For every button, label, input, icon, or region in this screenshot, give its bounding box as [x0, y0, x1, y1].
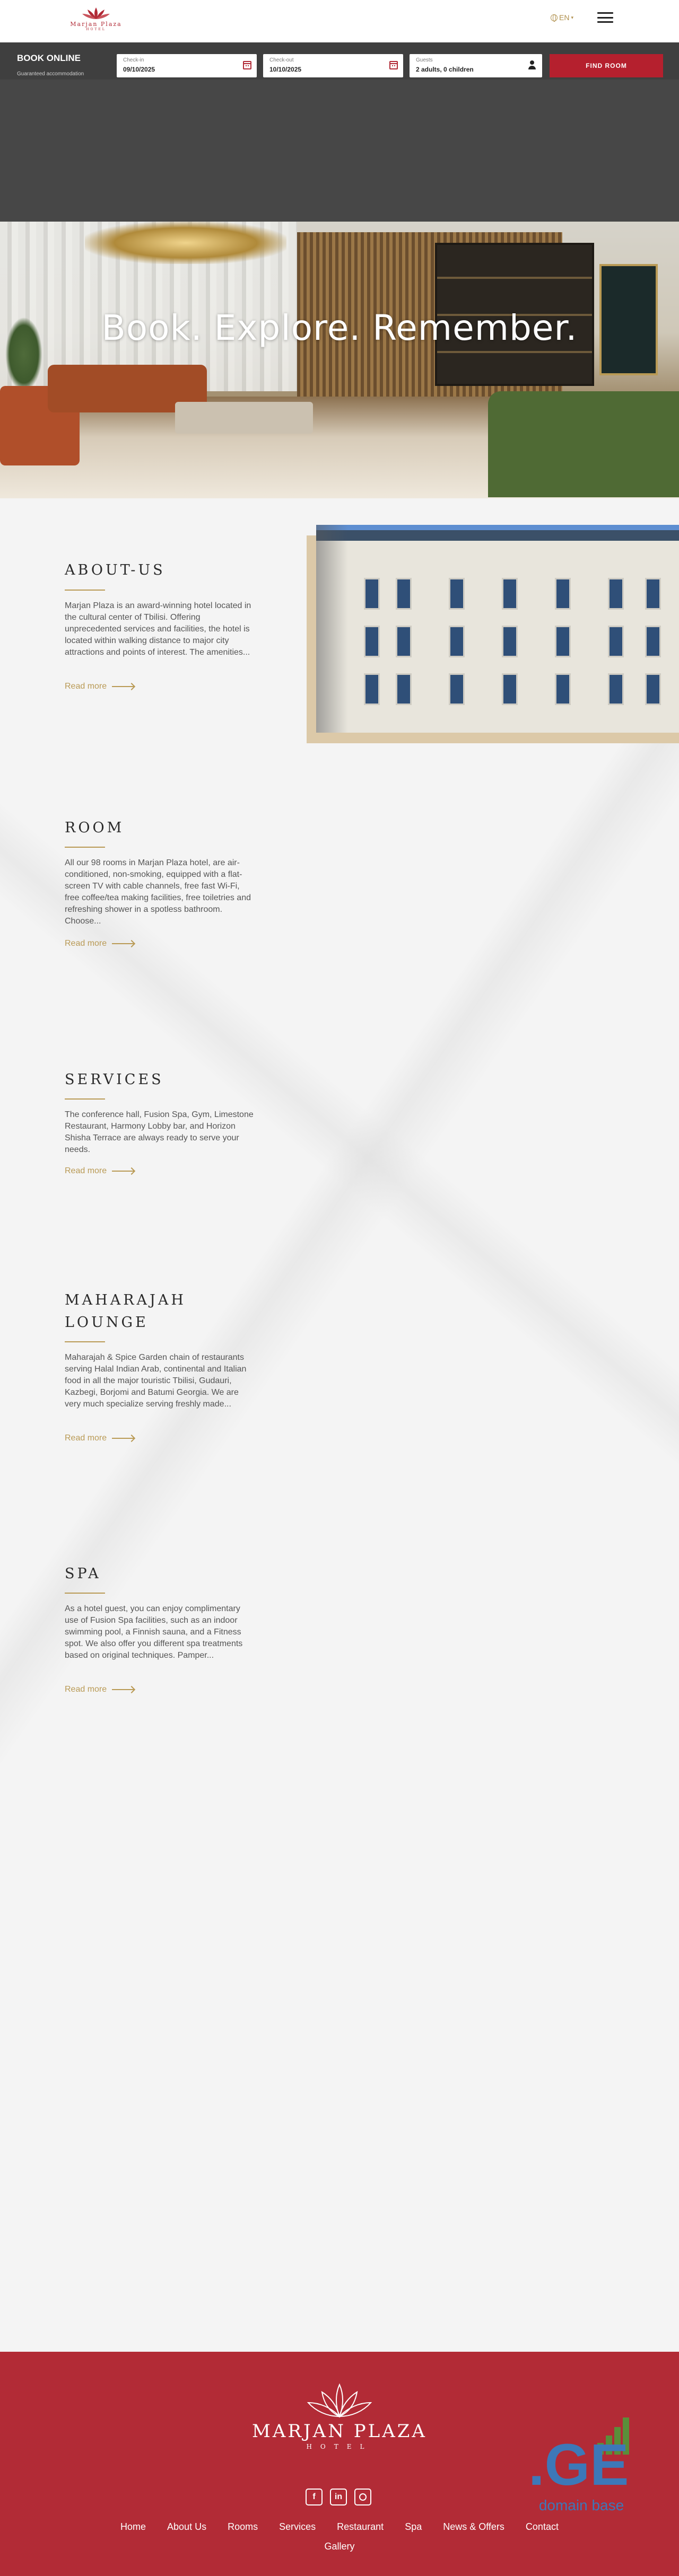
- read-more-spa-link[interactable]: [65, 1685, 134, 1694]
- building-window: [555, 578, 571, 610]
- calendar-icon: [389, 61, 398, 69]
- building-window: [502, 626, 518, 657]
- arrow-right-icon: [112, 1171, 134, 1172]
- read-more-label: Read more: [65, 1434, 107, 1443]
- section-title-maharajah-lounge: MAHARAJAH LOUNGE: [65, 1292, 186, 1331]
- instagram-icon[interactable]: [354, 2489, 371, 2505]
- building-window: [555, 673, 571, 705]
- hero-slogan: Book. Explore. Remember.: [101, 307, 578, 348]
- building-window: [502, 578, 518, 610]
- hotel-logo[interactable]: [63, 6, 129, 35]
- building-window: [396, 578, 412, 610]
- read-more-label: Read more: [65, 682, 107, 691]
- footer-nav-about-us[interactable]: About Us: [167, 2521, 207, 2532]
- arrow-right-icon: [112, 1438, 134, 1439]
- booking-subtitle: Guaranteed accommodation: [17, 71, 84, 77]
- section-rule: [65, 1098, 105, 1100]
- building-window: [364, 626, 380, 657]
- guests-value: 2 adults, 0 children: [416, 66, 474, 73]
- checkout-field[interactable]: [263, 54, 403, 77]
- footer-nav-row-2: [0, 2541, 679, 2552]
- hamburger-line: [597, 17, 613, 19]
- read-more-room-link[interactable]: [65, 939, 134, 948]
- footer-nav-services[interactable]: Services: [279, 2521, 316, 2532]
- chevron-down-icon: ▾: [571, 14, 573, 20]
- section-rule: [65, 590, 105, 591]
- linkedin-icon[interactable]: in: [330, 2489, 347, 2505]
- footer-nav-home[interactable]: Home: [120, 2521, 146, 2532]
- hero-chandelier: [85, 222, 286, 264]
- hotel-building-image: [316, 525, 679, 733]
- domain-base-badge[interactable]: [528, 2417, 634, 2518]
- building-window: [449, 673, 465, 705]
- building-window: [502, 673, 518, 705]
- building-window: [645, 626, 661, 657]
- guests-field[interactable]: [410, 54, 542, 77]
- footer-logo-name: MARJAN PLAZA: [252, 2421, 427, 2442]
- footer-nav-contact[interactable]: Contact: [525, 2521, 559, 2532]
- read-more-maharajah-link[interactable]: [65, 1434, 134, 1443]
- section-text-about: Marjan Plaza is an award-winning hotel located in the cultural center of Tbilisi. Offering unprecedented services and facilities, the hotel is located within walking distance to major city attractions and points of interest. The amenities...: [65, 601, 251, 657]
- footer-nav-rooms[interactable]: Rooms: [228, 2521, 258, 2532]
- section-title-about: ABOUT-US: [65, 562, 166, 578]
- checkin-label: Check-in: [123, 57, 144, 63]
- language-selector[interactable]: [551, 12, 573, 23]
- footer-nav-restaurant[interactable]: Restaurant: [337, 2521, 384, 2532]
- footer-nav: [74, 2521, 605, 2533]
- hero-banner: [0, 222, 679, 498]
- building-window: [396, 626, 412, 657]
- section-rule: [65, 1341, 105, 1342]
- section-text-services: The conference hall, Fusion Spa, Gym, Limestone Restaurant, Harmony Lobby bar, and Horizon Shisha Terrace are always ready to serve your needs.: [65, 1110, 254, 1154]
- building-window: [449, 578, 465, 610]
- guests-label: Guests: [416, 57, 433, 63]
- domain-badge-sub: domain base: [538, 2497, 624, 2513]
- facebook-icon[interactable]: f: [306, 2489, 323, 2505]
- read-more-label: Read more: [65, 1166, 107, 1175]
- arrow-right-icon: [112, 1689, 134, 1690]
- user-icon: [528, 60, 536, 70]
- instagram-ring: [359, 2493, 367, 2501]
- hero-table: [175, 402, 313, 434]
- footer-nav-spa[interactable]: Spa: [405, 2521, 422, 2532]
- arrow-right-icon: [112, 686, 134, 687]
- section-title-services: SERVICES: [65, 1071, 164, 1088]
- checkin-value: 09/10/2025: [123, 66, 155, 73]
- hamburger-line: [597, 21, 613, 23]
- globe-icon: [551, 14, 558, 21]
- read-more-label: Read more: [65, 939, 107, 948]
- header-band: [0, 80, 679, 222]
- social-links: [306, 2489, 371, 2505]
- building-window: [396, 673, 412, 705]
- find-room-button[interactable]: FIND ROOM: [550, 54, 663, 77]
- hamburger-line: [597, 12, 613, 14]
- read-more-about-link[interactable]: [65, 682, 134, 691]
- calendar-icon: [243, 61, 251, 69]
- logo-sub: HOTEL: [86, 28, 106, 31]
- lotus-icon: [80, 6, 112, 20]
- checkout-label: Check-out: [269, 57, 294, 63]
- section-title-spa: SPA: [65, 1566, 101, 1582]
- read-more-services-link[interactable]: [65, 1166, 134, 1176]
- arrow-right-icon: [112, 943, 134, 944]
- building-window: [645, 673, 661, 705]
- lotus-icon: [305, 2382, 374, 2420]
- footer-nav-news-offers[interactable]: News & Offers: [443, 2521, 504, 2532]
- section-title-room: ROOM: [65, 820, 125, 836]
- building-window: [555, 626, 571, 657]
- building-window: [608, 578, 624, 610]
- section-text-spa: As a hotel guest, you can enjoy complimentary use of Fusion Spa facilities, such as an indoor swimming pool, a Finnish sauna, and a Fitness spot. We also offer you different spa treatments based on original techniques. Pamper...: [65, 1604, 243, 1660]
- building-window: [608, 673, 624, 705]
- section-text-room: All our 98 rooms in Marjan Plaza hotel, are air-conditioned, non-smoking, equipped with a flat-screen TV with cable channels, free fast Wi-Fi, free coffee/tea making facilities, free toiletries and refreshing shower in a spotless bathroom. Choose...: [65, 858, 251, 926]
- building-window: [364, 673, 380, 705]
- menu-button[interactable]: [597, 11, 613, 24]
- booking-title: BOOK ONLINE: [17, 53, 81, 63]
- language-label: EN: [559, 13, 570, 22]
- read-more-label: Read more: [65, 1685, 107, 1694]
- building-window: [364, 578, 380, 610]
- building-shadow: [316, 525, 348, 733]
- footer-logo[interactable]: [242, 2382, 437, 2457]
- domain-badge-main: .GE: [528, 2432, 629, 2498]
- top-header: [0, 0, 679, 42]
- section-rule: [65, 1593, 105, 1594]
- checkout-value: 10/10/2025: [269, 66, 302, 73]
- section-rule: [65, 847, 105, 848]
- building-window: [608, 626, 624, 657]
- hero-green-sofa: [488, 391, 679, 497]
- building-window: [449, 626, 465, 657]
- footer-nav-gallery[interactable]: Gallery: [324, 2541, 355, 2552]
- content-area: [0, 498, 679, 2352]
- building-window: [645, 578, 661, 610]
- section-text-maharajah-lounge: Maharajah & Spice Garden chain of restaurants serving Halal Indian Arab, continental and Italian food in all the major touristic Tbilisi, Gudauri, Kazbegi, Borjomi and Batumi Georgia. We are very much specialize serving freshly made...: [65, 1353, 247, 1409]
- checkin-field[interactable]: [117, 54, 257, 77]
- logo-name: Marjan Plaza: [70, 21, 122, 28]
- footer-logo-sub: HOTEL: [306, 2443, 373, 2450]
